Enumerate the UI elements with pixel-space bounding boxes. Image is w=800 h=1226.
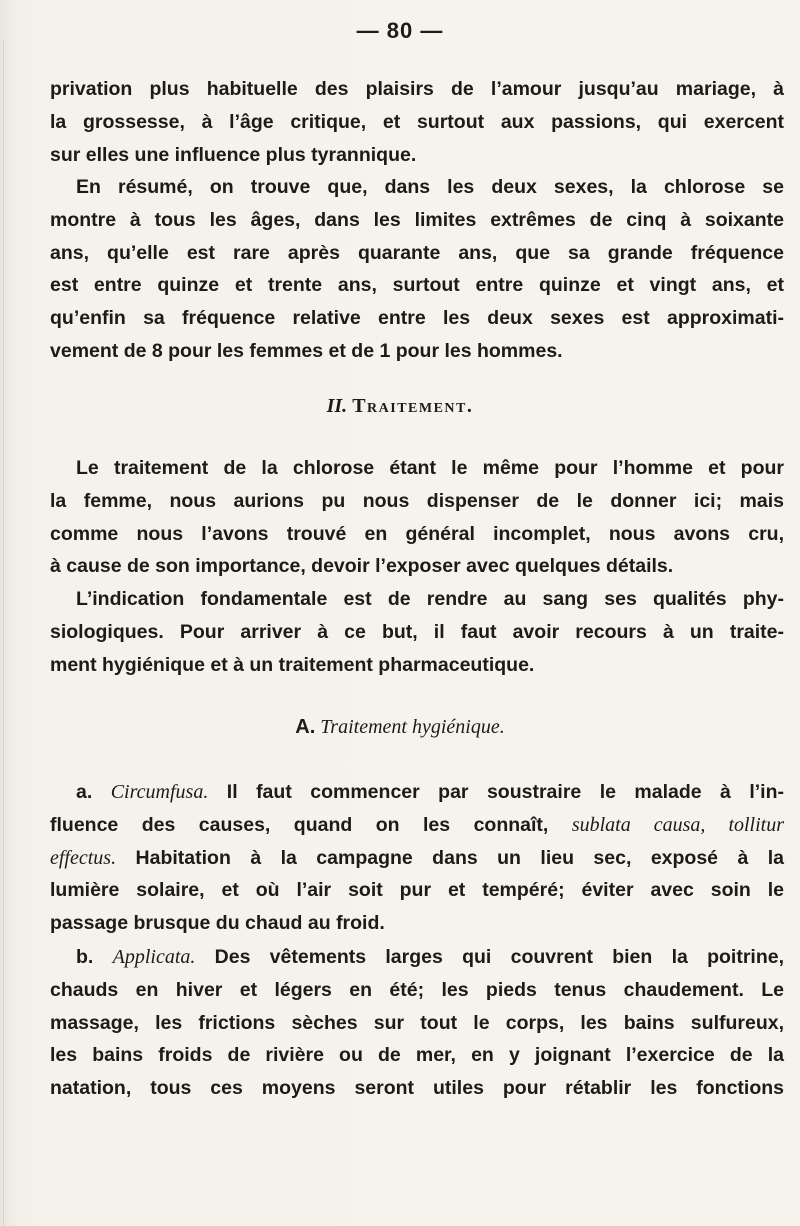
section-title: Traitement. xyxy=(352,395,474,417)
text-line: ment hygiénique et à un traitement pharmaceutique. xyxy=(50,653,535,676)
paragraph-treatment-intro xyxy=(50,452,784,583)
paragraph-continuation xyxy=(50,73,784,171)
text-line: siologiques. Pour arriver à ce but, il faut avoir recours à un traite- xyxy=(50,620,784,643)
text-line xyxy=(50,941,784,974)
paragraph-circumfusa xyxy=(50,776,784,940)
text-line: chauds en hiver et légers en été; les pieds tenus chaudement. Le xyxy=(50,978,784,1001)
text-line xyxy=(50,809,784,842)
item-title: Circumfusa. xyxy=(110,781,209,803)
text-line: les bains froids de rivière ou de mer, en y joignant l’exercice de la xyxy=(50,1044,784,1067)
text-line: la grossesse, à l’âge critique, et surtout aux passions, qui exercent xyxy=(50,110,784,133)
section-heading xyxy=(0,395,800,418)
text-run: Habitation à la campagne dans un lieu sec, exposé à la xyxy=(135,846,785,869)
text-line: En résumé, on trouve que, dans les deux sexes, la chlorose se xyxy=(76,176,784,198)
subsection-heading xyxy=(0,716,800,739)
text-line: la femme, nous aurions pu nous dispenser de le donner ici; mais xyxy=(50,489,784,512)
section-number: II. xyxy=(326,395,348,417)
text-run: fluence des causes, quand on les connaît, xyxy=(50,813,549,836)
text-line: est entre quinze et trente ans, surtout entre quinze et vingt ans, et xyxy=(50,274,784,297)
item-letter: a. xyxy=(76,781,93,803)
text-line xyxy=(50,776,784,809)
text-line: ans, qu’elle est rare après quarante ans, que sa grande fréquence xyxy=(50,241,784,264)
text-line: lumière solaire, et où l’air soit pur et tempéré; éviter avec soin le xyxy=(50,879,784,902)
latin-phrase: sublata causa, tollitur xyxy=(571,813,785,836)
text-line: massage, les frictions sèches sur tout le corps, les bains sulfureux, xyxy=(50,1011,784,1034)
text-run: Des vêtements larges qui couvrent bien la poitrine, xyxy=(214,946,785,968)
text-line: à cause de son importance, devoir l’exposer avec quelques détails. xyxy=(50,555,674,578)
paragraph-summary xyxy=(50,171,784,368)
text-line: vement de 8 pour les femmes et de 1 pour les hommes. xyxy=(50,339,563,362)
paragraph-applicata xyxy=(50,941,784,1105)
text-line: privation plus habituelle des plaisirs de l’amour jusqu’au mariage, à xyxy=(50,78,784,100)
text-line: comme nous l’avons trouvé en général incomplet, nous avons cru, xyxy=(50,522,784,545)
text-line: passage brusque du chaud au froid. xyxy=(50,912,385,935)
page-edge-shadow xyxy=(3,40,4,1226)
item-letter: b. xyxy=(76,946,94,968)
subsection-letter: A. xyxy=(295,716,316,738)
text-line xyxy=(50,842,784,875)
text-line: sur elles une influence plus tyrannique. xyxy=(50,143,417,166)
page-number: — 80 — xyxy=(356,18,444,43)
latin-phrase: effectus. xyxy=(50,846,117,869)
text-run: Il faut commencer par soustraire le malade à l’in- xyxy=(226,781,785,803)
text-line: L’indication fondamentale est de rendre au sang ses qualités phy- xyxy=(76,588,784,610)
text-line: Le traitement de la chlorose étant le même pour l’homme et pour xyxy=(76,457,784,479)
text-line: montre à tous les âges, dans les limites extrêmes de cinq à soixante xyxy=(50,208,784,231)
text-line: natation, tous ces moyens seront utiles pour rétablir les fonctions xyxy=(50,1077,784,1100)
text-line: qu’enfin sa fréquence relative entre les deux sexes est approximati- xyxy=(50,307,784,330)
item-title: Applicata. xyxy=(112,946,196,968)
paragraph-indication xyxy=(50,583,784,681)
subsection-title: Traitement hygiénique. xyxy=(320,716,505,738)
